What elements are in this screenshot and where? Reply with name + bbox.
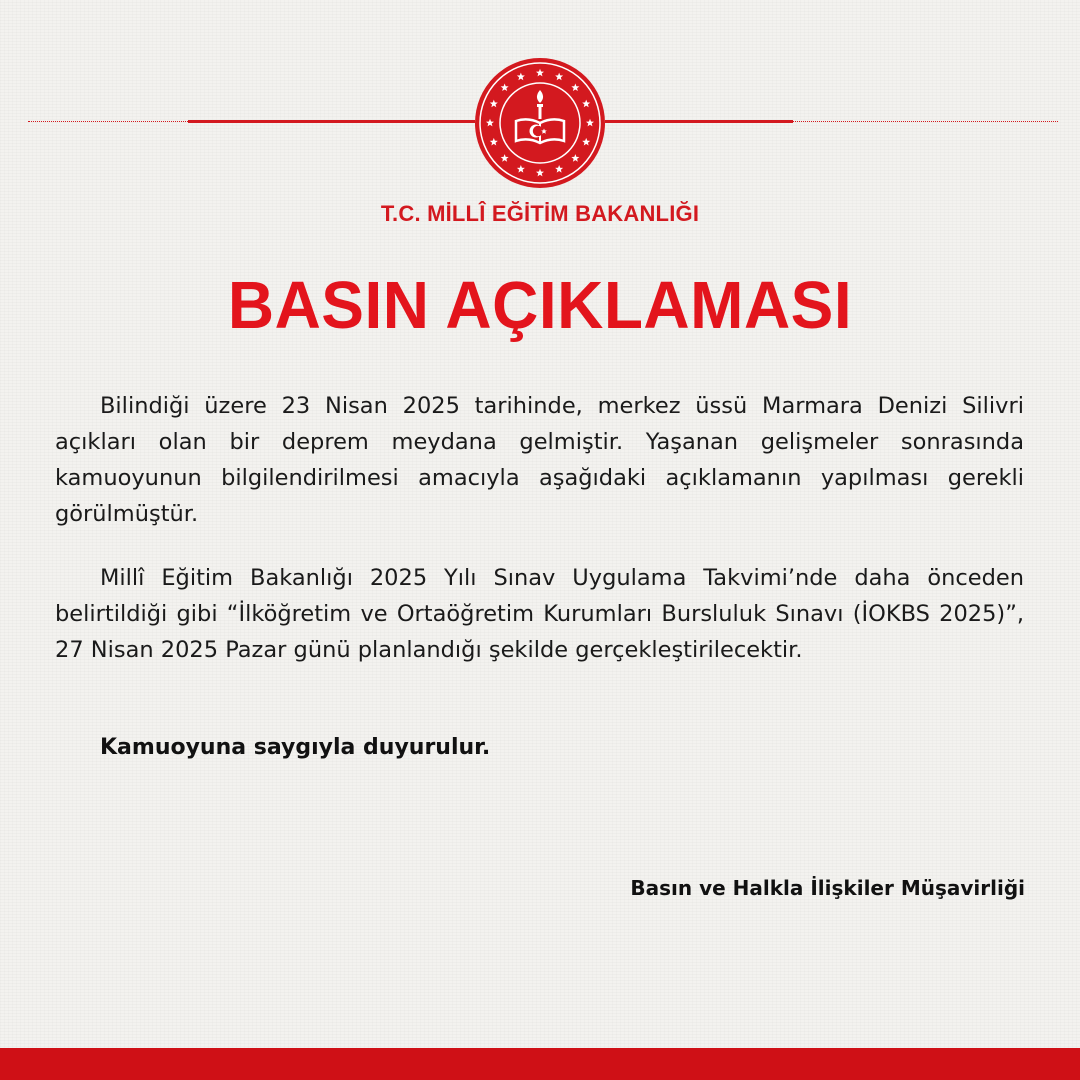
closing-statement: Kamuoyuna saygıyla duyurulur. [100,735,491,760]
header-rule-left-dotted [28,121,188,122]
header-rule-right [605,120,793,123]
page-title: BASIN AÇIKLAMASI [227,267,853,343]
signature: Basın ve Halkla İlişkiler Müşavirliği [630,876,1025,900]
ministry-name: T.C. MİLLÎ EĞİTİM BAKANLIĞI [380,201,700,226]
header-rule-right-dotted [793,121,1058,122]
body-paragraph-1: Bilindiği üzere 23 Nisan 2025 tarihinde, merkez üssü Marmara Denizi Silivri açıkları olan bir deprem meydana gelmiştir. Yaşanan gelişmeler sonrasında kamuoyunun bilgilendirilmesi amacıyla aşağıdaki açıklamanın yapılması gerekli görülmüştür. [55,393,1024,527]
body-paragraph-2: Millî Eğitim Bakanlığı 2025 Yılı Sınav Uygulama Takvimi’nde daha önceden belirtildiği gibi “İlköğretim ve Ortaöğretim Kurumları Bursluluk Sınavı (İOKBS 2025)”, 27 Nisan 2025 Pazar günü planlandığı şekilde gerçekleştirilecektir. [55,565,1024,663]
ministry-emblem-icon [474,57,606,189]
header-rule-left [188,120,475,123]
footer-bar [0,1048,1080,1080]
